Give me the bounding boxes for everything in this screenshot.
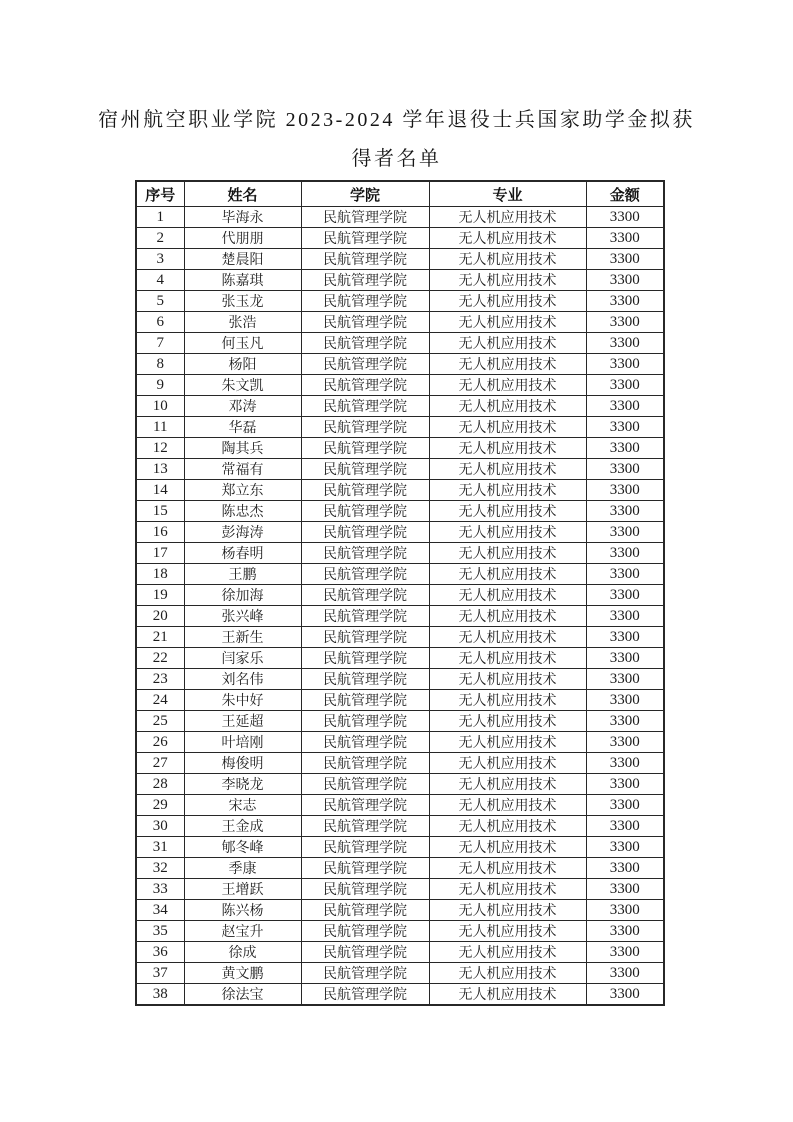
cell-major: 无人机应用技术 (429, 312, 586, 333)
table-row (136, 228, 664, 249)
cell-major: 无人机应用技术 (429, 858, 586, 879)
cell-serial: 29 (136, 795, 184, 816)
cell-serial: 38 (136, 984, 184, 1006)
table-row (136, 837, 664, 858)
cell-college: 民航管理学院 (301, 837, 429, 858)
cell-name: 张兴峰 (184, 606, 301, 627)
cell-college: 民航管理学院 (301, 459, 429, 480)
cell-major: 无人机应用技术 (429, 438, 586, 459)
table-row (136, 354, 664, 375)
cell-college: 民航管理学院 (301, 564, 429, 585)
cell-college: 民航管理学院 (301, 585, 429, 606)
cell-amount: 3300 (586, 984, 664, 1006)
cell-college: 民航管理学院 (301, 816, 429, 837)
cell-name: 陈兴杨 (184, 900, 301, 921)
cell-college: 民航管理学院 (301, 312, 429, 333)
cell-name: 季康 (184, 858, 301, 879)
cell-major: 无人机应用技术 (429, 564, 586, 585)
cell-major: 无人机应用技术 (429, 837, 586, 858)
cell-major: 无人机应用技术 (429, 942, 586, 963)
cell-college: 民航管理学院 (301, 543, 429, 564)
cell-serial: 8 (136, 354, 184, 375)
cell-amount: 3300 (586, 270, 664, 291)
cell-serial: 27 (136, 753, 184, 774)
table-row (136, 648, 664, 669)
table-row (136, 816, 664, 837)
cell-serial: 37 (136, 963, 184, 984)
cell-amount: 3300 (586, 711, 664, 732)
table-row (136, 564, 664, 585)
cell-amount: 3300 (586, 690, 664, 711)
table-row (136, 249, 664, 270)
cell-amount: 3300 (586, 396, 664, 417)
cell-major: 无人机应用技术 (429, 879, 586, 900)
cell-name: 宋志 (184, 795, 301, 816)
cell-major: 无人机应用技术 (429, 732, 586, 753)
cell-serial: 21 (136, 627, 184, 648)
cell-serial: 4 (136, 270, 184, 291)
cell-name: 华磊 (184, 417, 301, 438)
cell-name: 杨阳 (184, 354, 301, 375)
table-row (136, 690, 664, 711)
cell-serial: 35 (136, 921, 184, 942)
cell-serial: 14 (136, 480, 184, 501)
cell-name: 陈嘉琪 (184, 270, 301, 291)
cell-major: 无人机应用技术 (429, 753, 586, 774)
cell-amount: 3300 (586, 732, 664, 753)
table-row (136, 522, 664, 543)
cell-college: 民航管理学院 (301, 774, 429, 795)
cell-name: 张浩 (184, 312, 301, 333)
cell-serial: 25 (136, 711, 184, 732)
table-row (136, 711, 664, 732)
cell-college: 民航管理学院 (301, 753, 429, 774)
table-row (136, 438, 664, 459)
cell-amount: 3300 (586, 627, 664, 648)
cell-amount: 3300 (586, 375, 664, 396)
cell-major: 无人机应用技术 (429, 900, 586, 921)
cell-serial: 2 (136, 228, 184, 249)
cell-serial: 19 (136, 585, 184, 606)
col-header-college: 学院 (301, 181, 429, 207)
cell-college: 民航管理学院 (301, 417, 429, 438)
cell-name: 王鹏 (184, 564, 301, 585)
cell-serial: 1 (136, 207, 184, 228)
cell-amount: 3300 (586, 312, 664, 333)
cell-name: 代朋朋 (184, 228, 301, 249)
table-row (136, 459, 664, 480)
cell-major: 无人机应用技术 (429, 774, 586, 795)
table-row (136, 900, 664, 921)
cell-major: 无人机应用技术 (429, 291, 586, 312)
cell-major: 无人机应用技术 (429, 228, 586, 249)
cell-college: 民航管理学院 (301, 795, 429, 816)
table-row (136, 669, 664, 690)
cell-college: 民航管理学院 (301, 501, 429, 522)
cell-name: 赵宝升 (184, 921, 301, 942)
cell-name: 叶培刚 (184, 732, 301, 753)
cell-major: 无人机应用技术 (429, 816, 586, 837)
cell-serial: 34 (136, 900, 184, 921)
table-row (136, 879, 664, 900)
cell-name: 陈忠杰 (184, 501, 301, 522)
cell-serial: 24 (136, 690, 184, 711)
cell-major: 无人机应用技术 (429, 396, 586, 417)
cell-amount: 3300 (586, 879, 664, 900)
table-row (136, 963, 664, 984)
cell-name: 杨春明 (184, 543, 301, 564)
cell-serial: 16 (136, 522, 184, 543)
cell-major: 无人机应用技术 (429, 270, 586, 291)
cell-amount: 3300 (586, 522, 664, 543)
cell-college: 民航管理学院 (301, 711, 429, 732)
cell-college: 民航管理学院 (301, 270, 429, 291)
table-row (136, 858, 664, 879)
cell-name: 李晓龙 (184, 774, 301, 795)
cell-college: 民航管理学院 (301, 984, 429, 1006)
cell-college: 民航管理学院 (301, 942, 429, 963)
cell-major: 无人机应用技术 (429, 963, 586, 984)
cell-serial: 32 (136, 858, 184, 879)
cell-major: 无人机应用技术 (429, 606, 586, 627)
cell-college: 民航管理学院 (301, 228, 429, 249)
cell-amount: 3300 (586, 480, 664, 501)
cell-college: 民航管理学院 (301, 858, 429, 879)
table-row (136, 270, 664, 291)
cell-name: 王延超 (184, 711, 301, 732)
table-header-row (136, 181, 664, 207)
cell-major: 无人机应用技术 (429, 690, 586, 711)
cell-amount: 3300 (586, 606, 664, 627)
cell-major: 无人机应用技术 (429, 795, 586, 816)
cell-major: 无人机应用技术 (429, 333, 586, 354)
cell-name: 毕海永 (184, 207, 301, 228)
cell-amount: 3300 (586, 501, 664, 522)
cell-college: 民航管理学院 (301, 690, 429, 711)
table-row (136, 207, 664, 228)
cell-major: 无人机应用技术 (429, 459, 586, 480)
table-row (136, 333, 664, 354)
cell-amount: 3300 (586, 291, 664, 312)
cell-name: 王金成 (184, 816, 301, 837)
cell-college: 民航管理学院 (301, 732, 429, 753)
table-row (136, 921, 664, 942)
cell-college: 民航管理学院 (301, 438, 429, 459)
cell-college: 民航管理学院 (301, 921, 429, 942)
table-row (136, 753, 664, 774)
cell-serial: 31 (136, 837, 184, 858)
cell-amount: 3300 (586, 858, 664, 879)
cell-major: 无人机应用技术 (429, 249, 586, 270)
table-row (136, 501, 664, 522)
col-header-serial: 序号 (136, 181, 184, 207)
cell-serial: 23 (136, 669, 184, 690)
cell-college: 民航管理学院 (301, 291, 429, 312)
cell-major: 无人机应用技术 (429, 627, 586, 648)
cell-serial: 26 (136, 732, 184, 753)
cell-serial: 28 (136, 774, 184, 795)
cell-college: 民航管理学院 (301, 606, 429, 627)
table-row (136, 627, 664, 648)
document-title-line1: 宿州航空职业学院 2023-2024 学年退役士兵国家助学金拟获 (98, 109, 695, 131)
cell-name: 徐成 (184, 942, 301, 963)
cell-name: 郇冬峰 (184, 837, 301, 858)
cell-serial: 3 (136, 249, 184, 270)
cell-major: 无人机应用技术 (429, 543, 586, 564)
table-row (136, 312, 664, 333)
cell-college: 民航管理学院 (301, 648, 429, 669)
cell-name: 邓涛 (184, 396, 301, 417)
table-row (136, 396, 664, 417)
cell-amount: 3300 (586, 795, 664, 816)
cell-serial: 7 (136, 333, 184, 354)
table-row (136, 585, 664, 606)
cell-college: 民航管理学院 (301, 207, 429, 228)
cell-name: 闫家乐 (184, 648, 301, 669)
cell-amount: 3300 (586, 228, 664, 249)
table-row (136, 732, 664, 753)
cell-major: 无人机应用技术 (429, 207, 586, 228)
cell-serial: 17 (136, 543, 184, 564)
scholarship-roster-table (135, 180, 665, 1006)
cell-college: 民航管理学院 (301, 249, 429, 270)
cell-amount: 3300 (586, 249, 664, 270)
cell-college: 民航管理学院 (301, 669, 429, 690)
cell-amount: 3300 (586, 921, 664, 942)
cell-college: 民航管理学院 (301, 522, 429, 543)
cell-serial: 18 (136, 564, 184, 585)
cell-serial: 6 (136, 312, 184, 333)
cell-amount: 3300 (586, 543, 664, 564)
cell-amount: 3300 (586, 459, 664, 480)
cell-name: 刘名伟 (184, 669, 301, 690)
cell-amount: 3300 (586, 354, 664, 375)
cell-name: 朱文凯 (184, 375, 301, 396)
table-row (136, 774, 664, 795)
cell-serial: 13 (136, 459, 184, 480)
cell-name: 常福有 (184, 459, 301, 480)
cell-amount: 3300 (586, 774, 664, 795)
table-row (136, 795, 664, 816)
cell-college: 民航管理学院 (301, 396, 429, 417)
cell-amount: 3300 (586, 648, 664, 669)
cell-major: 无人机应用技术 (429, 480, 586, 501)
cell-amount: 3300 (586, 438, 664, 459)
cell-amount: 3300 (586, 333, 664, 354)
cell-name: 张玉龙 (184, 291, 301, 312)
cell-name: 郑立东 (184, 480, 301, 501)
cell-major: 无人机应用技术 (429, 648, 586, 669)
cell-major: 无人机应用技术 (429, 354, 586, 375)
table-row (136, 480, 664, 501)
col-header-name: 姓名 (184, 181, 301, 207)
table-row (136, 417, 664, 438)
cell-college: 民航管理学院 (301, 900, 429, 921)
cell-serial: 12 (136, 438, 184, 459)
cell-major: 无人机应用技术 (429, 984, 586, 1006)
cell-amount: 3300 (586, 900, 664, 921)
cell-amount: 3300 (586, 564, 664, 585)
cell-serial: 10 (136, 396, 184, 417)
cell-amount: 3300 (586, 963, 664, 984)
cell-major: 无人机应用技术 (429, 501, 586, 522)
cell-major: 无人机应用技术 (429, 921, 586, 942)
cell-serial: 15 (136, 501, 184, 522)
cell-major: 无人机应用技术 (429, 669, 586, 690)
cell-amount: 3300 (586, 942, 664, 963)
cell-amount: 3300 (586, 207, 664, 228)
cell-name: 王增跃 (184, 879, 301, 900)
cell-major: 无人机应用技术 (429, 375, 586, 396)
cell-serial: 11 (136, 417, 184, 438)
cell-name: 梅俊明 (184, 753, 301, 774)
cell-serial: 33 (136, 879, 184, 900)
table-row (136, 291, 664, 312)
cell-major: 无人机应用技术 (429, 417, 586, 438)
cell-serial: 20 (136, 606, 184, 627)
cell-name: 王新生 (184, 627, 301, 648)
cell-college: 民航管理学院 (301, 963, 429, 984)
cell-amount: 3300 (586, 585, 664, 606)
cell-name: 朱中好 (184, 690, 301, 711)
cell-serial: 36 (136, 942, 184, 963)
cell-amount: 3300 (586, 816, 664, 837)
table-row (136, 375, 664, 396)
table-row (136, 984, 664, 1006)
cell-college: 民航管理学院 (301, 375, 429, 396)
cell-major: 无人机应用技术 (429, 585, 586, 606)
cell-serial: 30 (136, 816, 184, 837)
cell-major: 无人机应用技术 (429, 711, 586, 732)
cell-college: 民航管理学院 (301, 333, 429, 354)
col-header-major: 专业 (429, 181, 586, 207)
cell-name: 陶其兵 (184, 438, 301, 459)
cell-name: 彭海涛 (184, 522, 301, 543)
cell-college: 民航管理学院 (301, 480, 429, 501)
cell-college: 民航管理学院 (301, 627, 429, 648)
table-row (136, 942, 664, 963)
table-row (136, 606, 664, 627)
cell-serial: 22 (136, 648, 184, 669)
cell-college: 民航管理学院 (301, 354, 429, 375)
cell-name: 楚晨阳 (184, 249, 301, 270)
cell-amount: 3300 (586, 417, 664, 438)
cell-serial: 5 (136, 291, 184, 312)
col-header-amount: 金额 (586, 181, 664, 207)
cell-college: 民航管理学院 (301, 879, 429, 900)
cell-name: 黄文鹏 (184, 963, 301, 984)
cell-major: 无人机应用技术 (429, 522, 586, 543)
document-title-line2: 得者名单 (351, 148, 442, 170)
cell-name: 何玉凡 (184, 333, 301, 354)
table-body (136, 207, 664, 1006)
table-row (136, 543, 664, 564)
cell-serial: 9 (136, 375, 184, 396)
cell-name: 徐法宝 (184, 984, 301, 1006)
cell-amount: 3300 (586, 669, 664, 690)
cell-amount: 3300 (586, 753, 664, 774)
document-title (90, 101, 703, 179)
cell-name: 徐加海 (184, 585, 301, 606)
cell-amount: 3300 (586, 837, 664, 858)
